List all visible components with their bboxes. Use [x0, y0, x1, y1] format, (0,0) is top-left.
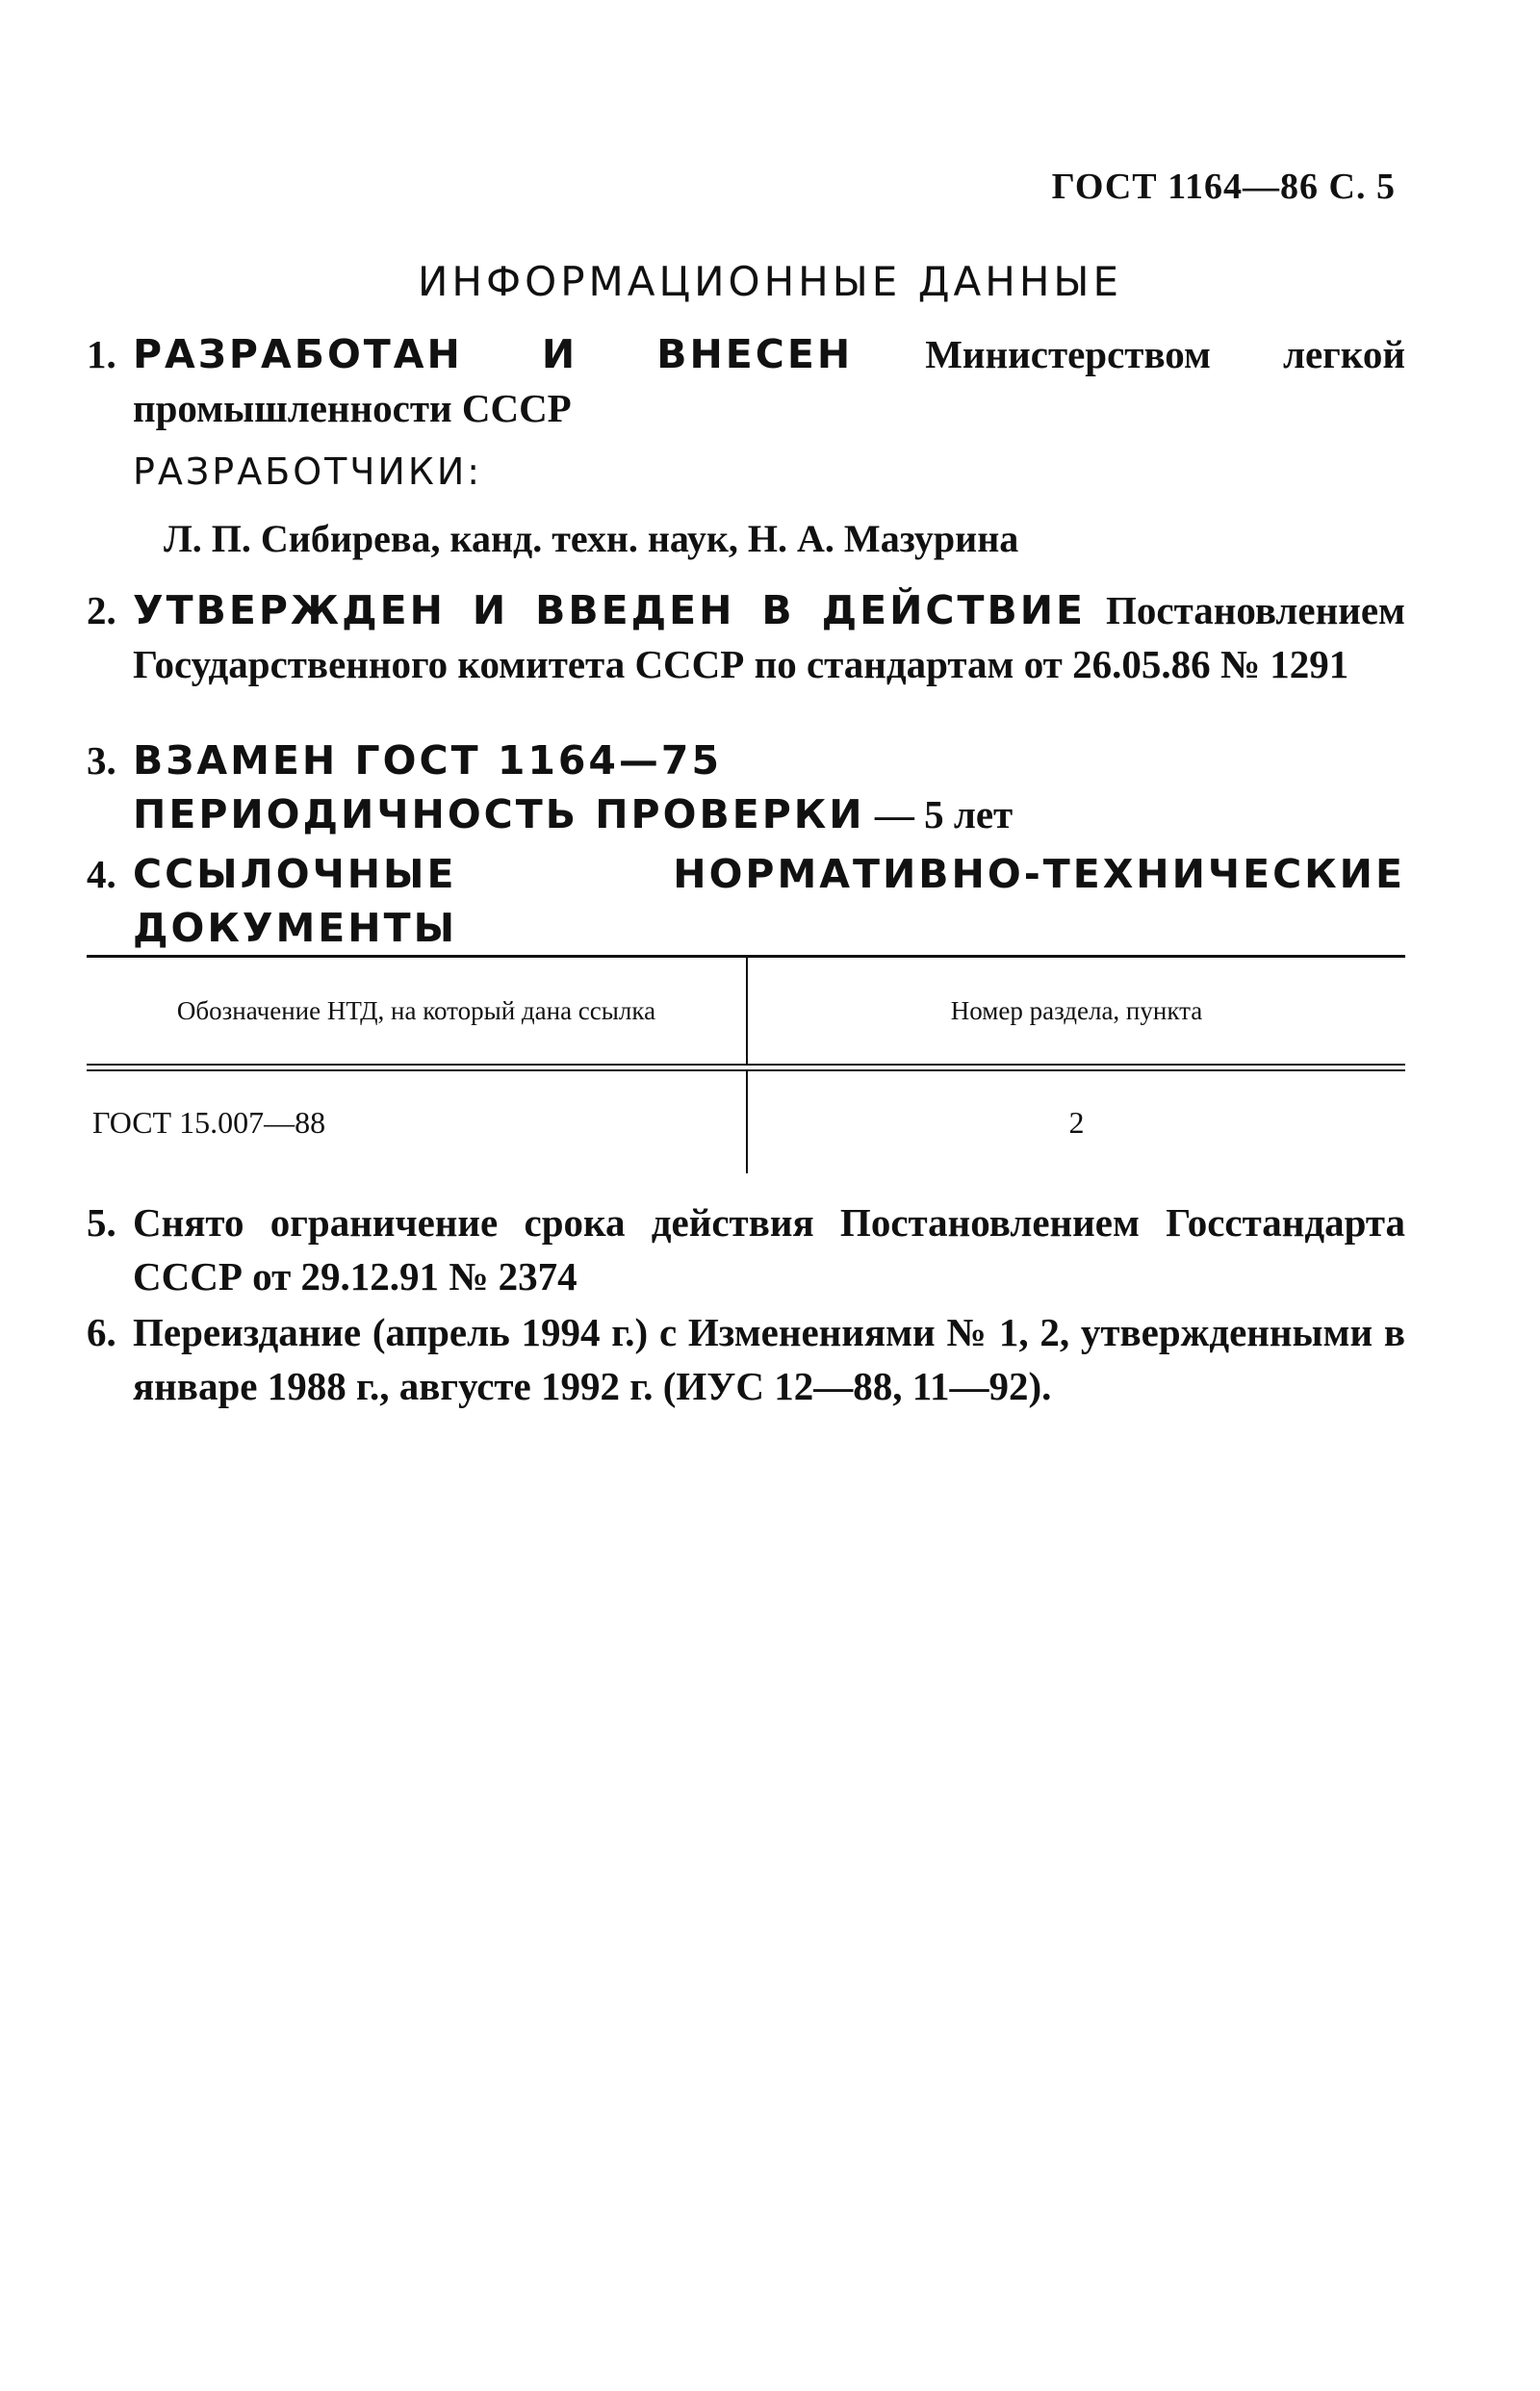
table-cell-designation: ГОСТ 15.007—88 — [92, 1104, 326, 1140]
item-caps: РАЗРАБОТАН И ВНЕСЕН — [133, 331, 854, 377]
table-header-designation: Обозначение НТД, на который дана ссылка — [176, 996, 656, 1025]
item-number: 2. — [87, 588, 116, 632]
item-text: — 5 лет — [874, 792, 1014, 836]
item-caps: УТВЕРЖДЕН И ВВЕДЕН В ДЕЙСТВИЕ — [133, 587, 1087, 633]
item-number: 1. — [87, 332, 116, 376]
list-item-5 — [87, 1196, 1405, 1303]
page-title: ИНФОРМАЦИОННЫЕ ДАННЫЕ — [417, 258, 1122, 305]
list-item-2 — [87, 583, 1405, 691]
item-text: Переиздание (апрель 1994 г.) с Изменениями № 1, 2, утвержденными в январе 1988 г., августе 1992 г. (ИУС 12—88, 11—92). — [133, 1310, 1405, 1408]
list-item-4 — [87, 847, 1405, 955]
table-cell-section: 2 — [746, 1071, 1405, 1173]
list-item-6 — [87, 1305, 1405, 1413]
list-item-1 — [87, 327, 1405, 435]
document-reference: ГОСТ 1164—86 С. 5 — [1051, 167, 1396, 207]
item-number: 3. — [87, 738, 116, 783]
developers-names: Л. П. Сибирева, канд. техн. наук, Н. А. Мазурина — [164, 517, 1019, 560]
item-text: Постановлением Государственного комитета СССР по стандартам от 26.05.86 № 1291 — [133, 588, 1405, 686]
list-item-3 — [87, 733, 1405, 841]
item-number: 5. — [87, 1200, 116, 1245]
item-text: Министерством легкой промышленности СССР — [133, 332, 1405, 430]
table-header-rule — [87, 1064, 1405, 1071]
table-header-row — [87, 958, 1405, 1064]
item-caps-2: ПЕРИОДИЧНОСТЬ ПРОВЕРКИ — [133, 791, 865, 837]
item-number: 4. — [87, 852, 116, 896]
table-row — [87, 1071, 1405, 1173]
table-header-section: Номер раздела, пункта — [746, 958, 1405, 1064]
item-number: 6. — [87, 1310, 116, 1354]
developers-heading: РАЗРАБОТЧИКИ: — [133, 450, 483, 493]
reference-table — [87, 955, 1405, 1173]
item-caps: ССЫЛОЧНЫЕ НОРМАТИВНО-ТЕХНИЧЕСКИЕ ДОКУМЕНТЫ — [133, 851, 1405, 951]
item-text: Снято ограничение срока действия Постановлением Госстандарта СССР от 29.12.91 № 2374 — [133, 1200, 1405, 1298]
item-caps: ВЗАМЕН ГОСТ 1164—75 — [133, 737, 722, 784]
